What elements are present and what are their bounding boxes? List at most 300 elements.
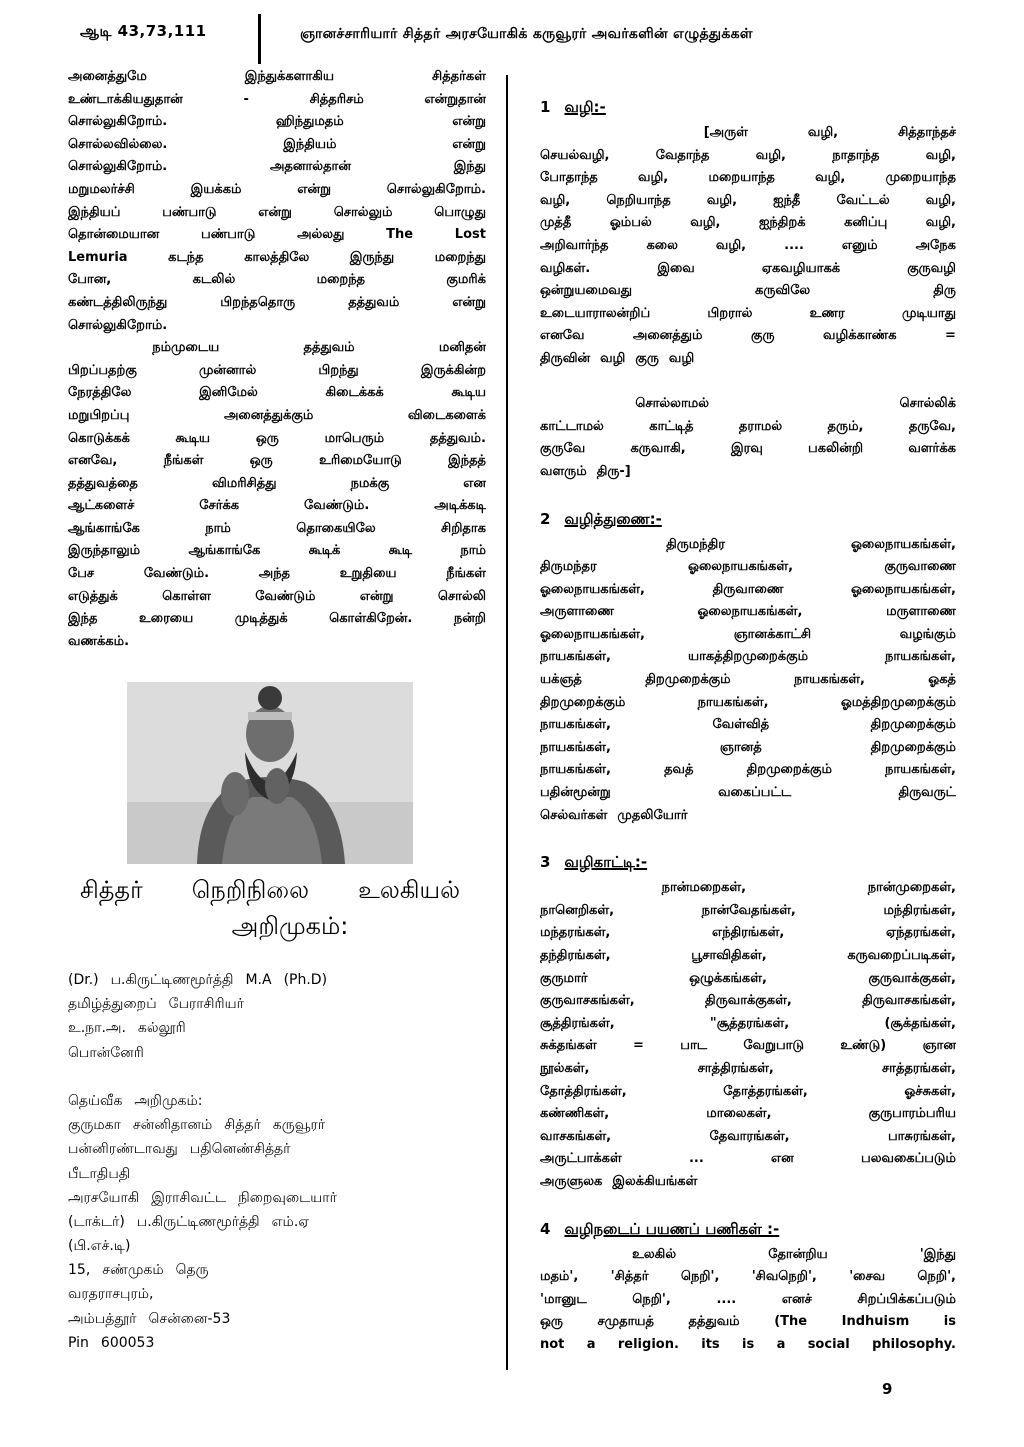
text-word: ஓலைநாயகங்கள்,	[851, 581, 956, 597]
page-number: 9	[882, 1380, 893, 1398]
text-word: என்றுதான்	[424, 91, 486, 107]
text-word: நாயகங்கள்,	[697, 694, 769, 710]
text-word: கொடுக்கக்	[68, 430, 130, 446]
text-word: ஒழுக்கங்கள்,	[689, 970, 767, 986]
text-word: தத்துவம்	[303, 340, 355, 356]
author-line	[68, 1162, 486, 1186]
text-word: அனைத்தும்	[632, 328, 703, 344]
text-word: வணக்கம்.	[68, 633, 130, 649]
author-line	[68, 1210, 486, 1234]
text-word: சொல்லாமல்	[635, 396, 709, 412]
text-word: திரு-]	[596, 463, 631, 479]
text-word: நான்முறைகள்,	[867, 880, 956, 896]
text-word: நெறி',	[680, 1269, 720, 1285]
text-word: முத்தீ	[540, 215, 572, 231]
text-word: குருவாக்குகள்,	[868, 970, 956, 986]
text-word: இந்தியம்	[283, 136, 337, 152]
text-word: வழி,	[807, 125, 839, 140]
text-word: காட்டாமல்	[540, 418, 604, 434]
text-word: சித்தாந்தச்	[898, 125, 956, 140]
author-line	[68, 1258, 486, 1282]
author-word: M.A	[245, 972, 272, 988]
text-line	[68, 89, 486, 112]
title-word: உலகியல்	[358, 876, 460, 904]
text-word: கருவிலே	[755, 283, 811, 299]
text-word: திருமந்தர	[540, 559, 597, 575]
text-word: ஓச்சுகள்,	[904, 1083, 956, 1099]
text-word: மறுமலர்ச்சி	[68, 181, 135, 197]
text-word: பலவகைப்படும்	[861, 1151, 956, 1167]
text-word: நெறி',	[917, 1269, 956, 1285]
text-word: உண்டாக்கியதுதான்	[68, 91, 183, 107]
text-word: வளர்க்க	[908, 441, 956, 457]
text-word: நெறியாந்த	[606, 192, 671, 208]
text-word: அதனால்தான்	[269, 159, 351, 175]
text-line	[540, 601, 956, 624]
text-word: வழங்கும்	[899, 626, 956, 642]
text-word: கனிப்பு	[844, 215, 888, 231]
text-line	[540, 145, 956, 168]
text-word: நாயகங்கள்,	[793, 672, 865, 688]
text-line	[540, 534, 956, 557]
text-word: பூசாவிதிகள்,	[691, 948, 767, 963]
text-word: பொழுது	[434, 204, 486, 220]
text-word: தேவாரங்கள்,	[709, 1128, 790, 1144]
text-line	[540, 280, 956, 303]
text-line	[540, 1081, 956, 1104]
text-word: சொல்லுகிறோம்.	[68, 114, 168, 130]
text-line	[540, 1013, 956, 1036]
text-word: திரு	[933, 283, 956, 299]
right-column-text	[540, 96, 956, 1357]
text-line	[540, 990, 956, 1013]
text-word: (சூக்தங்கள்,	[884, 1015, 956, 1031]
text-word: பதின்மூன்று	[540, 785, 611, 801]
text-word: இரவு	[730, 441, 763, 457]
text-word: என்று	[452, 294, 486, 310]
text-word: வேண்டும்.	[304, 498, 370, 514]
text-word: நாயகங்கள்,	[540, 739, 611, 755]
text-word: இந்துக்களாகிய	[244, 69, 335, 84]
text-word: நன்றி	[453, 611, 486, 627]
text-line	[540, 579, 956, 602]
title-word: நெறிநிலை	[191, 876, 309, 904]
text-word: கூடிய	[175, 430, 211, 446]
author-word: கல்லூரி	[137, 1020, 186, 1037]
author-word: (பி.எச்.டி)	[68, 1238, 131, 1255]
text-word: சொல்லுகிறோம்.	[68, 159, 168, 175]
text-word: சொல்லவில்லை.	[68, 136, 168, 152]
author-line	[68, 1089, 486, 1113]
header-divider	[258, 14, 261, 64]
text-word: ஒரு	[255, 430, 279, 446]
text-line	[68, 202, 486, 225]
text-word: Lost	[454, 227, 486, 243]
header-issue: ஆடி 43,73,111	[80, 22, 207, 40]
author-word: 15,	[68, 1262, 91, 1279]
text-word: 'மானுட	[540, 1291, 587, 1307]
section-number: 2	[540, 509, 551, 528]
text-line	[540, 1289, 956, 1312]
text-word: கூடி	[388, 543, 413, 559]
text-word: அல்லது	[297, 227, 345, 243]
author-word: தமிழ்த்துறைப்	[68, 996, 157, 1013]
text-line	[540, 303, 956, 326]
text-word: நாயகங்கள்,	[885, 762, 956, 778]
text-line	[540, 438, 956, 461]
section-heading	[540, 96, 956, 122]
text-word: திருவாசகங்கள்,	[862, 993, 956, 1009]
text-word: நான்வேதங்கள்,	[701, 902, 796, 918]
text-word: தத்துவம்.	[429, 430, 486, 446]
author-word: சித்தர்	[224, 1117, 261, 1134]
section-title: வழி:-	[564, 98, 606, 116]
column-divider	[506, 75, 508, 1370]
author-word: பதினெண்சித்தர்	[189, 1141, 291, 1158]
text-line	[540, 212, 956, 235]
text-word: [அருள்	[703, 125, 748, 140]
text-word: முதலியோர்	[617, 807, 688, 823]
text-word: தத்துவத்தை	[68, 475, 138, 491]
text-word: Lemuria	[68, 249, 128, 265]
text-word: இருந்தாலும்	[68, 543, 141, 559]
text-word: வழி,	[925, 147, 956, 163]
text-word: its	[701, 1336, 720, 1352]
section-number: 4	[540, 1219, 551, 1238]
title-word: அறிமுகம்:	[231, 912, 349, 940]
text-line	[540, 371, 956, 394]
text-line	[68, 473, 486, 496]
text-word: காலத்திலே	[244, 249, 310, 265]
text-word: என்று	[258, 204, 292, 220]
text-word: நாயகங்கள்,	[540, 762, 611, 778]
text-word: religion.	[617, 1336, 679, 1352]
text-line	[68, 292, 486, 315]
text-word: தோன்றிய	[768, 1246, 828, 1262]
header-title: ஞானச்சாரியார் சித்தர் அரசயோகிக் கருவூரர் அவர்களின் எழுத்துக்கள்	[300, 26, 753, 42]
text-word: ஞானத்	[719, 739, 762, 755]
text-word: எடுத்துக்	[68, 588, 118, 604]
left-column-text	[68, 66, 486, 653]
text-word: யக்ஞத்	[540, 672, 582, 688]
text-word: குருவே	[540, 441, 586, 457]
section-heading	[540, 851, 956, 877]
text-word: ஆங்காங்கே	[188, 543, 261, 559]
text-word: எந்திரங்கள்,	[712, 925, 785, 941]
text-word: பிறந்து	[318, 362, 359, 378]
text-line	[68, 315, 486, 338]
text-word: கொள்ள	[162, 588, 211, 604]
text-word: நாதாந்த	[832, 147, 880, 163]
text-line	[68, 382, 486, 405]
text-word: குரு	[750, 328, 775, 344]
text-word: ஐந்திறக்	[758, 215, 806, 231]
text-word: வழிக்காண்க	[823, 328, 897, 344]
text-line	[68, 450, 486, 473]
text-word: ஹிந்துமதம்	[275, 114, 344, 130]
text-word: என்று	[452, 114, 486, 130]
text-line	[540, 968, 956, 991]
author-word: 600053	[100, 1334, 155, 1351]
text-word: குருபாரம்பரிய	[868, 1106, 956, 1122]
author-word: (Dr.)	[68, 972, 99, 988]
author-line	[68, 1234, 486, 1258]
text-word: கூடிய	[451, 385, 486, 401]
text-word: உரையை	[138, 611, 194, 627]
text-word: கலை	[646, 237, 678, 253]
text-line	[540, 348, 956, 371]
text-word: சொல்லுகிறோம்.	[386, 181, 486, 197]
text-line	[540, 1103, 956, 1126]
text-word: philosophy.	[872, 1336, 956, 1352]
text-word: என	[771, 1151, 794, 1167]
article-title	[80, 872, 480, 944]
text-word: மறைந்து	[434, 249, 486, 265]
author-line	[68, 1282, 486, 1306]
text-word: இந்தியப்	[68, 204, 121, 220]
text-word: என்று	[452, 136, 486, 152]
text-word: போன,	[68, 272, 112, 288]
text-word: தந்திரங்கள்,	[540, 948, 611, 963]
text-word: அருளாணை	[540, 604, 614, 620]
text-word: ஏகவழியாகக்	[761, 260, 841, 276]
text-line	[540, 325, 956, 348]
text-word: கூடிக்	[308, 543, 341, 559]
text-word: மறைந்த	[316, 272, 366, 288]
text-word: ஓலைநாயகங்கள்,	[540, 581, 645, 597]
text-word: விமரிசித்து	[211, 475, 277, 491]
text-word: கண்ணிகள்,	[540, 1106, 610, 1122]
text-line	[540, 714, 956, 737]
text-word: வேண்டும்	[255, 588, 316, 604]
section-title: வழிகாட்டி:-	[564, 853, 648, 872]
text-word: திருவாணை	[712, 581, 784, 597]
text-word: வழி,	[715, 237, 747, 253]
author-word: Pin	[68, 1334, 89, 1351]
text-word: மறையாந்த	[708, 170, 775, 186]
text-line	[68, 111, 486, 134]
text-word: திருவின்	[540, 350, 591, 366]
text-word: வகைப்பட்ட	[718, 785, 792, 801]
text-word: கிடைக்கக்	[325, 385, 384, 401]
text-word: மருளாணை	[886, 604, 956, 620]
text-word: நமக்கு	[350, 475, 390, 491]
text-word: உண்டு)	[840, 1038, 887, 1054]
text-line	[540, 692, 956, 715]
author-line	[68, 1307, 486, 1331]
text-line	[540, 759, 956, 782]
text-word: தோத்தரங்கள்,	[723, 1083, 808, 1099]
author-word: பன்னிரண்டாவது	[68, 1141, 178, 1158]
text-word: வேண்டும்.	[143, 566, 210, 582]
text-word: மறுபிறப்பு	[68, 407, 130, 423]
author-line	[68, 968, 486, 992]
author-line	[68, 992, 486, 1016]
author-word: சன்னிதானம்	[132, 1117, 213, 1134]
text-word: சொல்லும்	[333, 204, 393, 220]
text-word: வழி	[600, 350, 626, 366]
text-word: பிறப்பதற்கு	[68, 362, 137, 378]
text-word: -	[243, 91, 249, 107]
text-word: உரிமையோடு	[319, 453, 402, 469]
text-word: அடிக்கடி	[434, 498, 486, 514]
text-word: அநேக	[915, 237, 956, 253]
text-word: சித்தர்கள்	[432, 69, 486, 84]
text-line	[68, 156, 486, 179]
text-word: விடைகளைக்	[407, 407, 486, 423]
section-title: வழித்துணை:-	[564, 509, 662, 528]
text-word: வழி,	[925, 192, 956, 208]
text-line	[68, 495, 486, 518]
text-word: மந்திரங்கள்,	[883, 902, 956, 918]
text-word: சுக்தங்கள்	[540, 1038, 597, 1054]
text-line	[540, 782, 956, 805]
author-word: ப.கிருட்டிணமூர்த்தி	[136, 1213, 260, 1230]
author-word: இராசிவட்ட	[151, 1189, 227, 1206]
text-word: நாயகங்கள்,	[540, 649, 611, 665]
text-word: தருவே,	[908, 418, 956, 434]
text-word: கருவறைப்படிகள்,	[847, 948, 956, 963]
author-line	[68, 1041, 486, 1065]
text-word: ஓலைநாயகங்கள்,	[688, 559, 794, 575]
text-word: தராமல்	[738, 418, 783, 434]
text-line	[540, 416, 956, 439]
text-word: அறிவார்ந்த	[540, 237, 609, 253]
text-word: The	[386, 227, 414, 243]
text-word: உறுதியை	[339, 566, 397, 582]
text-word: ஆட்களைச்	[68, 498, 135, 514]
text-word: 'இந்து	[919, 1246, 956, 1262]
text-line	[540, 1035, 956, 1058]
text-word: நாயகங்கள்,	[885, 649, 956, 665]
text-word: ....	[716, 1291, 737, 1307]
text-word: எனவே	[540, 328, 585, 344]
text-word: அனைத்துக்கும்	[223, 407, 314, 423]
text-line	[540, 1266, 956, 1289]
text-word: அருளுலக	[540, 1173, 603, 1189]
text-word: வழி,	[925, 215, 956, 231]
section-title: வழிநடைப் பயணப் பணிகள் :-	[564, 1219, 780, 1238]
text-line	[540, 945, 956, 968]
text-line	[540, 624, 956, 647]
text-word: ஓலைநாயகங்கள்,	[540, 626, 645, 642]
text-word: சிறப்பிக்கப்படும்	[857, 1291, 956, 1307]
text-word: பண்பாடு	[162, 204, 217, 220]
text-line	[68, 608, 486, 631]
text-word: திறமுறைக்கும்	[540, 694, 626, 710]
text-line	[68, 134, 486, 157]
text-word: வேள்வித்	[712, 717, 770, 733]
text-word: திருமந்திர	[666, 536, 725, 552]
text-word: ஆங்காங்கே	[68, 520, 140, 536]
author-word: பொன்னேரி	[68, 1044, 144, 1061]
text-word: வழிகள்.	[540, 260, 591, 276]
text-word: தொகையிலே	[296, 520, 376, 536]
text-word: என	[463, 475, 486, 491]
text-word: குருவழி	[907, 260, 956, 276]
text-word: சாத்திரங்கள்,	[697, 1060, 774, 1076]
text-word: சித்தரிசம்	[309, 91, 364, 107]
text-word: தவத்	[664, 762, 694, 778]
text-word: 'சித்தர்	[610, 1269, 649, 1285]
text-word: a	[776, 1336, 786, 1352]
text-word: குமரிக்	[446, 272, 486, 288]
text-word: வேட்டல்	[836, 192, 890, 208]
author-block	[68, 968, 486, 1355]
text-word: இந்து	[453, 159, 486, 175]
text-word: வேறுபாடு	[743, 1038, 805, 1054]
text-line	[540, 1244, 956, 1267]
author-line	[68, 1331, 486, 1355]
text-word: ஐந்தீ	[773, 192, 801, 208]
author-word: (Ph.D)	[283, 972, 328, 988]
text-line	[68, 269, 486, 292]
text-word: கடலில்	[192, 272, 236, 288]
text-line	[540, 1126, 956, 1149]
section-number: 1	[540, 98, 551, 116]
text-word: வாசகங்கள்,	[540, 1128, 612, 1144]
text-word: a	[586, 1336, 596, 1352]
text-word: ஒன்றுயமைவது	[540, 283, 632, 299]
text-line	[540, 258, 956, 281]
text-word: நேரத்திலே	[68, 385, 132, 401]
text-word: வழி,	[638, 170, 669, 186]
text-word: =	[945, 328, 956, 344]
text-line	[540, 1148, 956, 1171]
text-word: பாட	[680, 1038, 708, 1054]
text-word: social	[807, 1336, 850, 1352]
text-word: மதம்',	[540, 1269, 579, 1285]
text-line	[540, 922, 956, 945]
author-word: நிறைவுடையார்	[238, 1189, 337, 1206]
text-line	[540, 1058, 956, 1081]
text-word: திறமுறைக்கும்	[645, 672, 731, 688]
text-line	[540, 235, 956, 258]
text-line	[68, 405, 486, 428]
text-word: அந்த	[258, 566, 291, 582]
author-word: தெரு	[175, 1262, 209, 1279]
text-word: என்று	[297, 181, 331, 197]
text-line	[540, 393, 956, 416]
text-word: (The	[774, 1314, 808, 1330]
text-line	[68, 540, 486, 563]
text-line	[540, 805, 956, 828]
text-word: திறமுறைக்கும்	[870, 739, 956, 755]
text-line	[540, 1311, 956, 1334]
author-word: வரதராசபுரம்,	[68, 1286, 154, 1303]
text-word: இருக்கின்ற	[420, 362, 486, 378]
section-heading	[540, 1218, 956, 1244]
text-word: திருவருட்	[898, 785, 956, 801]
text-word: முடியாது	[901, 305, 956, 321]
text-word: 'சிவநெறி',	[751, 1269, 817, 1285]
author-word: ப.கிருட்டிணமூர்த்தி	[110, 972, 234, 988]
text-word: முன்னால்	[199, 362, 257, 378]
text-word: காட்டித்	[649, 418, 694, 434]
text-word: இந்தத்	[448, 453, 486, 469]
text-word: கொள்கிறேன்.	[329, 611, 413, 627]
text-line	[68, 66, 486, 89]
author-word: அறிமுகம்:	[134, 1092, 203, 1109]
text-word: வழி,	[755, 147, 786, 163]
author-word: அம்பத்தூர்	[68, 1310, 137, 1327]
author-word: கருவூரர்	[272, 1117, 326, 1134]
text-word: பிறரால்	[707, 305, 753, 321]
text-word: நம்முடைய	[152, 340, 220, 356]
text-line	[68, 586, 486, 609]
text-word: கடந்த	[168, 249, 204, 265]
text-word: கண்டத்திலிருந்து	[68, 294, 168, 310]
